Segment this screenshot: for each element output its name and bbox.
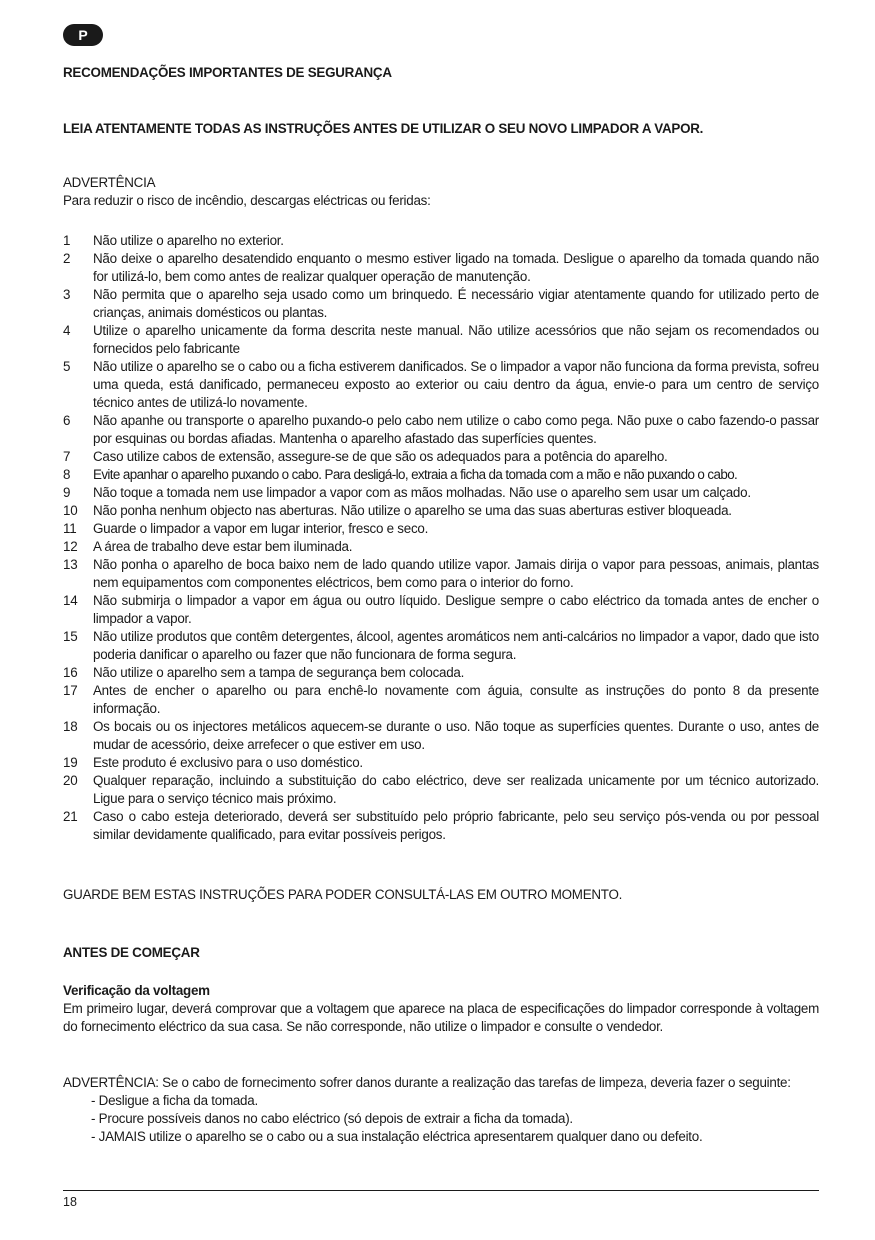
item-number: 14 [63, 593, 78, 608]
voltage-section [63, 982, 819, 1036]
warning-intro: Para reduzir o risco de incêndio, descargas eléctricas ou feridas: [63, 193, 431, 208]
item-number: 20 [63, 773, 78, 788]
item-number: 3 [63, 287, 71, 302]
list-item [63, 808, 819, 844]
voltage-text: Em primeiro lugar, deverá comprovar que a voltagem que aparece na placa de especificações do limpador corresponde à voltagem do fornecimento eléctrico da sua casa. Se não corresponde, não utilize o limpador e consulte o vendedor. [63, 1001, 819, 1034]
item-text: Evite apanhar o aparelho puxando o cabo. Para desligá-lo, extraia a ficha da tomada com a mão e não puxando o cabo. [93, 467, 738, 482]
item-text: Caso o cabo esteja deteriorado, deverá ser substituído pelo próprio fabricante, pelo seu serviço pós-venda ou por pessoal similar devidamente qualificado, para evitar possíveis perigos. [93, 809, 819, 842]
item-text: Não utilize o aparelho se o cabo ou a ficha estiverem danificados. Se o limpador a vapor não funciona da forma prevista, sofreu uma queda, está danificado, permaneceu exposto ao exterior ou caiu dentro da água, envie-o para um centro de serviço técnico antes de utilizá-lo novamente. [93, 359, 819, 410]
item-text: Não deixe o aparelho desatendido enquanto o mesmo estiver ligado na tomada. Desligue o aparelho da tomada quando não for utilizá-lo, bem como antes de realizar qualquer operação de manutenção. [93, 251, 819, 284]
voltage-heading: Verificação da voltagem [63, 983, 210, 998]
warning-heading: ADVERTÊNCIA [63, 175, 156, 190]
list-item [63, 556, 819, 592]
list-item [63, 592, 819, 628]
item-number: 8 [63, 467, 70, 482]
item-text: Os bocais ou os injectores metálicos aquecem-se durante o uso. Não toque as superfícies quentes. Durante o uso, antes de mudar de acessório, deixe arrefecer o que estiver em uso. [93, 719, 819, 752]
item-number: 19 [63, 755, 78, 770]
item-number: 16 [63, 665, 78, 680]
page-subtitle: LEIA ATENTAMENTE TODAS AS INSTRUÇÕES ANTES DE UTILIZAR O SEU NOVO LIMPADOR A VAPOR. [63, 121, 704, 136]
item-number: 15 [63, 629, 78, 644]
list-item [63, 412, 819, 448]
page-number: 18 [63, 1195, 77, 1209]
item-text: Caso utilize cabos de extensão, assegure-se de que são os adequados para a potência do aparelho. [93, 449, 668, 464]
list-item [63, 682, 819, 718]
item-number: 2 [63, 251, 71, 266]
item-text: Este produto é exclusivo para o uso doméstico. [93, 755, 363, 770]
list-item [63, 664, 819, 682]
item-text: Não utilize produtos que contêm detergentes, álcool, agentes aromáticos nem anti-calcários no limpador a vapor, dado que isto poderia danificar o aparelho ou fazer que não funcionara de forma segura. [93, 629, 819, 662]
item-text: Qualquer reparação, incluindo a substituição do cabo eléctrico, deve ser realizada unicamente por um técnico autorizado. Ligue para o serviço técnico mais próximo. [93, 773, 819, 806]
item-text: Não ponha o aparelho de boca baixo nem de lado quando utilize vapor. Jamais dirija o vapor para pessoas, animais, plantas nem equipamentos com componentes eléctricos, bem como para o interior do forno. [93, 557, 819, 590]
item-text: Não utilize o aparelho no exterior. [93, 233, 284, 248]
footer-divider [63, 1190, 819, 1191]
list-item [63, 754, 819, 772]
item-text: Não apanhe ou transporte o aparelho puxando-o pelo cabo nem utilize o cabo como pega. Não puxe o cabo fazendo-o passar por esquinas ou bordas afiadas. Mantenha o aparelho afastado das superfícies quentes. [93, 413, 819, 446]
list-item [63, 232, 819, 250]
cable-step: - Procure possíveis danos no cabo eléctrico (só depois de extrair a ficha da tomada). [91, 1111, 573, 1126]
language-badge: P [63, 24, 103, 46]
item-number: 5 [63, 359, 71, 374]
list-item [63, 772, 819, 808]
cable-warning-text [63, 1074, 819, 1092]
list-item [63, 484, 819, 502]
cable-warning-section [63, 1074, 819, 1146]
section-heading-before-start: ANTES DE COMEÇAR [63, 945, 200, 960]
item-text: Utilize o aparelho unicamente da forma descrita neste manual. Não utilize acessórios que não sejam os recomendados ou fornecidos pelo fabricante [93, 323, 819, 356]
item-text: Não permita que o aparelho seja usado como um brinquedo. É necessário vigiar atentamente quando for utilizado perto de crianças, animais domésticos ou plantas. [93, 287, 819, 320]
item-text: Antes de encher o aparelho ou para enchê-lo novamente com águia, consulte as instruções do ponto 8 da presente informação. [93, 683, 819, 716]
item-number: 4 [63, 323, 71, 338]
item-number: 11 [63, 521, 77, 536]
list-item [63, 718, 819, 754]
item-number: 1 [63, 233, 71, 248]
item-text: A área de trabalho deve estar bem iluminada. [93, 539, 353, 554]
list-item [63, 250, 819, 286]
item-number: 12 [63, 539, 78, 554]
item-number: 17 [63, 683, 78, 698]
list-item [63, 358, 819, 412]
list-item [63, 502, 819, 520]
list-item [63, 466, 819, 484]
item-number: 7 [63, 449, 71, 464]
item-number: 10 [63, 503, 78, 518]
list-item [63, 538, 819, 556]
item-number: 18 [63, 719, 78, 734]
item-number: 13 [63, 557, 78, 572]
cable-step: - JAMAIS utilize o aparelho se o cabo ou a sua instalação eléctrica apresentarem qualquer dano ou defeito. [91, 1129, 703, 1144]
item-text: Não ponha nenhum objecto nas aberturas. Não utilize o aparelho se uma das suas aberturas estiver bloqueada. [93, 503, 732, 518]
list-item [63, 322, 819, 358]
item-number: 9 [63, 485, 71, 500]
item-number: 6 [63, 413, 71, 428]
list-item [63, 520, 819, 538]
item-number: 21 [63, 809, 78, 824]
list-item [63, 448, 819, 466]
keep-instructions-note: GUARDE BEM ESTAS INSTRUÇÕES PARA PODER CONSULTÁ-LAS EM OUTRO MOMENTO. [63, 887, 623, 902]
cable-warning-line: ADVERTÊNCIA: Se o cabo de fornecimento sofrer danos durante a realização das tarefas de limpeza, deveria fazer o seguinte: [63, 1075, 791, 1090]
item-text: Guarde o limpador a vapor em lugar interior, fresco e seco. [93, 521, 429, 536]
list-item [63, 286, 819, 322]
list-item [63, 628, 819, 664]
safety-list [63, 232, 819, 844]
item-text: Não utilize o aparelho sem a tampa de segurança bem colocada. [93, 665, 465, 680]
item-text: Não toque a tomada nem use limpador a vapor com as mãos molhadas. Não use o aparelho sem usar um calçado. [93, 485, 751, 500]
warning-block [63, 174, 431, 210]
cable-step: - Desligue a ficha da tomada. [91, 1093, 258, 1108]
item-text: Não submirja o limpador a vapor em água ou outro líquido. Desligue sempre o cabo eléctrico da tomada antes de encher o limpador a vapor. [93, 593, 819, 626]
page-title: RECOMENDAÇÕES IMPORTANTES DE SEGURANÇA [63, 65, 392, 80]
